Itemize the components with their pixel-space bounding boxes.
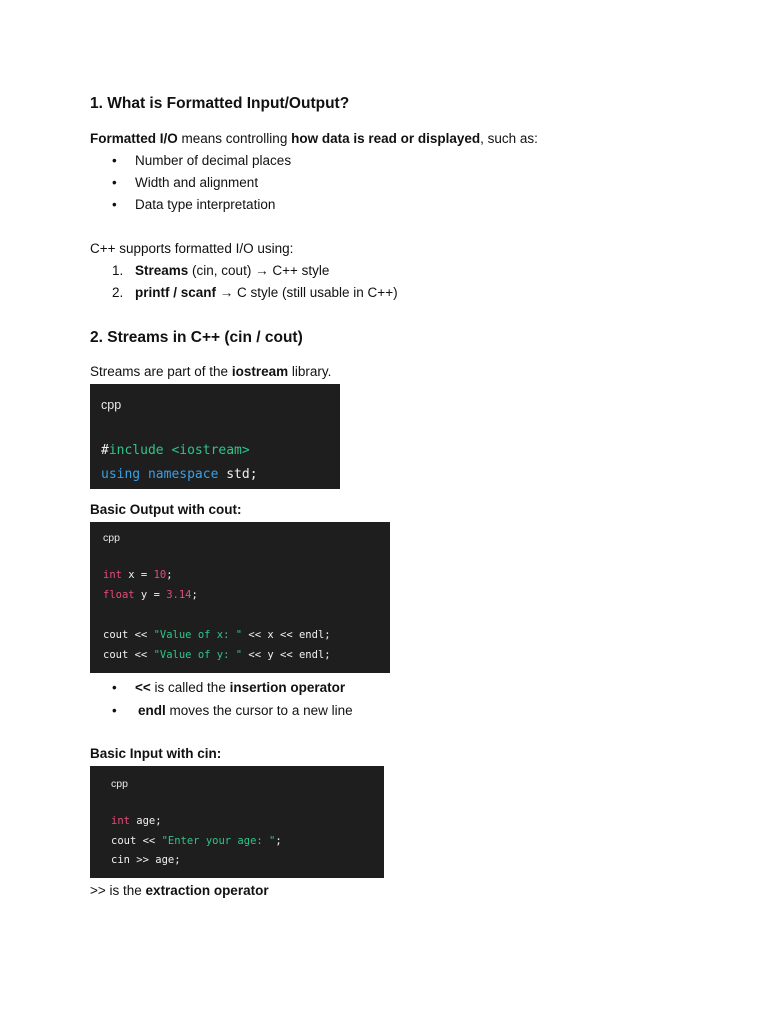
numbered-item-number: 1. (112, 263, 124, 278)
supports-text: C++ supports formatted I/O using: (90, 241, 294, 256)
list-item-text: Width and alignment (135, 175, 259, 190)
bullet-icon: • (112, 703, 117, 718)
section2-intro (90, 364, 331, 379)
code-line: cout << "Value of x: " << x << endl; (103, 629, 331, 641)
code-line: float y = 3.14; (103, 589, 198, 601)
extraction-bold: extraction operator (145, 883, 269, 898)
code-language-label: cpp (103, 532, 120, 544)
intro-bold-iostream: iostream (231, 364, 289, 379)
code-line: using namespace std; (101, 467, 258, 482)
section1-heading: 1. What is Formatted Input/Output? (90, 95, 350, 112)
cin-heading: Basic Input with cin: (90, 746, 222, 761)
code-line: cout << "Value of y: " << y << endl; (103, 649, 331, 661)
extraction-text-plain: >> is the (90, 883, 146, 898)
list-item-text: Number of decimal places (135, 153, 292, 168)
code-block-cout (90, 522, 390, 673)
bullet-icon: • (112, 680, 117, 695)
list-item-bold: insertion operator (229, 680, 346, 695)
intro-text-1: means controlling (177, 131, 292, 146)
code-line: cin >> age; (111, 854, 181, 866)
list-item-text: is called the (150, 680, 230, 695)
numbered-item-text: (cin, cout) → C++ style (188, 263, 330, 278)
intro-bold-formatted-io: Formatted I/O (90, 131, 178, 146)
list-item-bold: << (135, 680, 151, 695)
bullet-icon: • (112, 153, 117, 168)
numbered-item-bold: Streams (135, 263, 189, 278)
code-block-include (90, 384, 340, 489)
code-line: #include <iostream> (101, 443, 250, 458)
numbered-item-text: → C style (still usable in C++) (216, 285, 398, 300)
list-item-text: Data type interpretation (135, 197, 276, 212)
list-item-text: moves the cursor to a new line (165, 703, 353, 718)
intro-bold-how-data: how data is read or displayed (291, 131, 481, 146)
code-block-cin (90, 766, 384, 878)
code-language-label: cpp (111, 778, 128, 790)
cout-heading: Basic Output with cout: (90, 502, 242, 517)
bullet-icon: • (112, 197, 117, 212)
code-language-label: cpp (101, 398, 122, 412)
section2-heading: 2. Streams in C++ (cin / cout) (90, 329, 303, 346)
code-line: cout << "Enter your age: "; (111, 835, 282, 847)
intro-text-2: , such as: (480, 131, 538, 146)
numbered-item-bold: printf / scanf (135, 285, 217, 300)
intro-text-1: Streams are part of the (90, 364, 232, 379)
code-line: int x = 10; (103, 569, 173, 581)
list-item-bold: endl (138, 703, 166, 718)
numbered-item-number: 2. (112, 285, 124, 300)
code-line: int age; (111, 815, 162, 827)
extraction-text (90, 883, 269, 898)
intro-text-2: library. (288, 364, 332, 379)
bullet-icon: • (112, 175, 117, 190)
section1-intro (90, 131, 538, 146)
